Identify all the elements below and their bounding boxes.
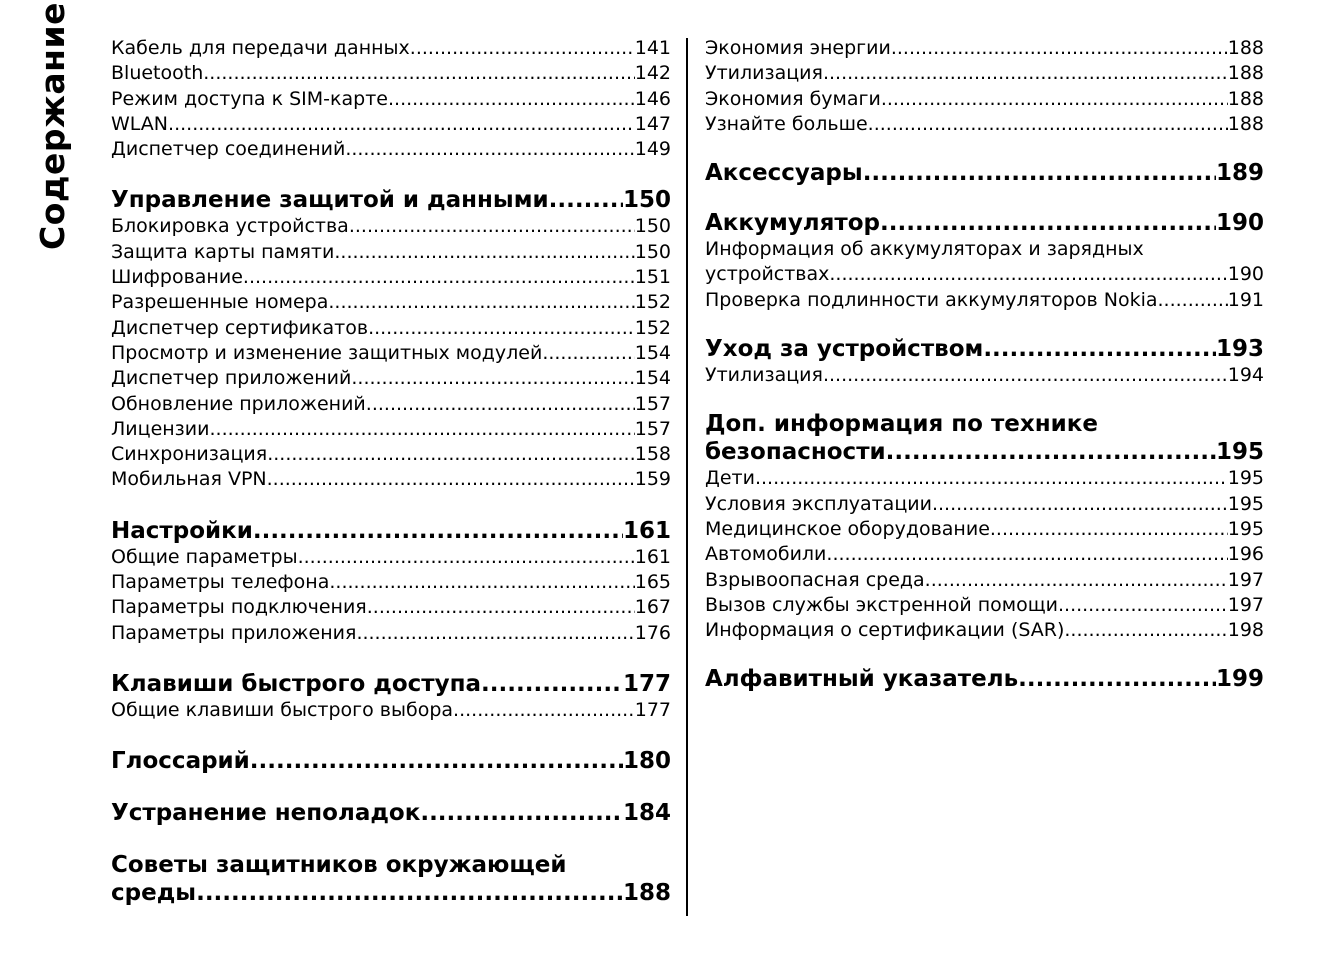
toc-heading-line[interactable]: Доп. информация по технике: [705, 411, 1098, 438]
toc-heading[interactable]: Устранение неполадок ..... 184: [111, 799, 671, 827]
toc-entry[interactable]: Экономия энергии ..... 188: [705, 36, 1264, 61]
column-divider: [686, 38, 688, 916]
toc-entry[interactable]: Вызов службы экстренной помощи ..... 197: [705, 593, 1264, 618]
toc-entry[interactable]: устройствах ..... 190: [705, 262, 1264, 287]
toc-section-security: [111, 186, 671, 492]
toc-section-accessories: [705, 159, 1264, 187]
toc-section-shortcuts: [111, 670, 671, 723]
toc-entry[interactable]: Блокировка устройства ..... 150: [111, 214, 671, 239]
toc-section-troubleshooting: [111, 799, 671, 827]
toc-section-battery: [705, 209, 1264, 313]
toc-section-green-tips-items: [705, 36, 1264, 137]
toc-entry[interactable]: Информация о сертификации (SAR) ..... 198: [705, 618, 1264, 643]
toc-entry[interactable]: Автомобили ..... 196: [705, 542, 1264, 567]
toc-entry[interactable]: Общие параметры ..... 161: [111, 545, 671, 570]
toc-entry[interactable]: Узнайте больше ..... 188: [705, 112, 1264, 137]
toc-entry[interactable]: Утилизация ..... 188: [705, 61, 1264, 86]
toc-entry[interactable]: Медицинское оборудование ..... 195: [705, 517, 1264, 542]
toc-entry[interactable]: Синхронизация ..... 158: [111, 442, 671, 467]
toc-entry[interactable]: Проверка подлинности аккумуляторов Nokia ..... 191: [705, 288, 1264, 313]
toc-entry[interactable]: Дети ..... 195: [705, 466, 1264, 491]
toc-heading[interactable]: безопасности ..... 195: [705, 438, 1264, 466]
toc-entry[interactable]: Защита карты памяти ..... 150: [111, 240, 671, 265]
toc-entry[interactable]: Диспетчер приложений ..... 154: [111, 366, 671, 391]
toc-heading[interactable]: Алфавитный указатель ..... 199: [705, 665, 1264, 693]
toc-section-connectivity-tail: [111, 36, 671, 162]
toc-section-index: [705, 665, 1264, 693]
toc-entry[interactable]: Взрывоопасная среда ..... 197: [705, 568, 1264, 593]
page-title: Содержание: [33, 2, 72, 250]
toc-entry[interactable]: Общие клавиши быстрого выбора ..... 177: [111, 698, 671, 723]
toc-entry[interactable]: Экономия бумаги ..... 188: [705, 87, 1264, 112]
toc-entry[interactable]: Кабель для передачи данных ..... 141: [111, 36, 671, 61]
toc-section-glossary: [111, 747, 671, 775]
toc-section-settings: [111, 517, 671, 646]
toc-section-green-tips: [111, 851, 671, 907]
toc-entry[interactable]: Bluetooth ..... 142: [111, 61, 671, 86]
toc-entry[interactable]: WLAN ..... 147: [111, 112, 671, 137]
toc-entry[interactable]: Диспетчер сертификатов ..... 152: [111, 316, 671, 341]
toc-section-care: [705, 335, 1264, 388]
toc-entry[interactable]: Параметры телефона ..... 165: [111, 570, 671, 595]
toc-heading[interactable]: среды ..... 188: [111, 879, 671, 907]
toc-entry[interactable]: Диспетчер соединений ..... 149: [111, 137, 671, 162]
toc-entry[interactable]: Утилизация ..... 194: [705, 363, 1264, 388]
toc-entry[interactable]: Обновление приложений ..... 157: [111, 392, 671, 417]
toc-heading[interactable]: Управление защитой и данными ..... 150: [111, 186, 671, 214]
toc-entry-line[interactable]: Информация об аккумуляторах и зарядных: [705, 238, 1144, 261]
toc-heading[interactable]: Глоссарий ..... 180: [111, 747, 671, 775]
toc-entry[interactable]: Разрешенные номера ..... 152: [111, 290, 671, 315]
toc-right-column: [705, 36, 1264, 693]
toc-section-safety: [705, 410, 1264, 643]
toc-entry[interactable]: Режим доступа к SIM-карте ..... 146: [111, 87, 671, 112]
toc-entry[interactable]: Шифрование ..... 151: [111, 265, 671, 290]
toc-entry[interactable]: Параметры приложения ..... 176: [111, 621, 671, 646]
toc-heading[interactable]: Уход за устройством ..... 193: [705, 335, 1264, 363]
toc-entry[interactable]: Параметры подключения ..... 167: [111, 595, 671, 620]
toc-heading[interactable]: Аккумулятор ..... 190: [705, 209, 1264, 237]
toc-entry[interactable]: Мобильная VPN ..... 159: [111, 467, 671, 492]
toc-heading[interactable]: Настройки ..... 161: [111, 517, 671, 545]
toc-heading[interactable]: Аксессуары ..... 189: [705, 159, 1264, 187]
toc-entry[interactable]: Просмотр и изменение защитных модулей ..... 154: [111, 341, 671, 366]
toc-entry[interactable]: Условия эксплуатации ..... 195: [705, 492, 1264, 517]
toc-heading[interactable]: Клавиши быстрого доступа ..... 177: [111, 670, 671, 698]
toc-entry[interactable]: Лицензии ..... 157: [111, 417, 671, 442]
toc-left-column: [111, 36, 671, 907]
toc-heading-line[interactable]: Советы защитников окружающей: [111, 852, 567, 879]
